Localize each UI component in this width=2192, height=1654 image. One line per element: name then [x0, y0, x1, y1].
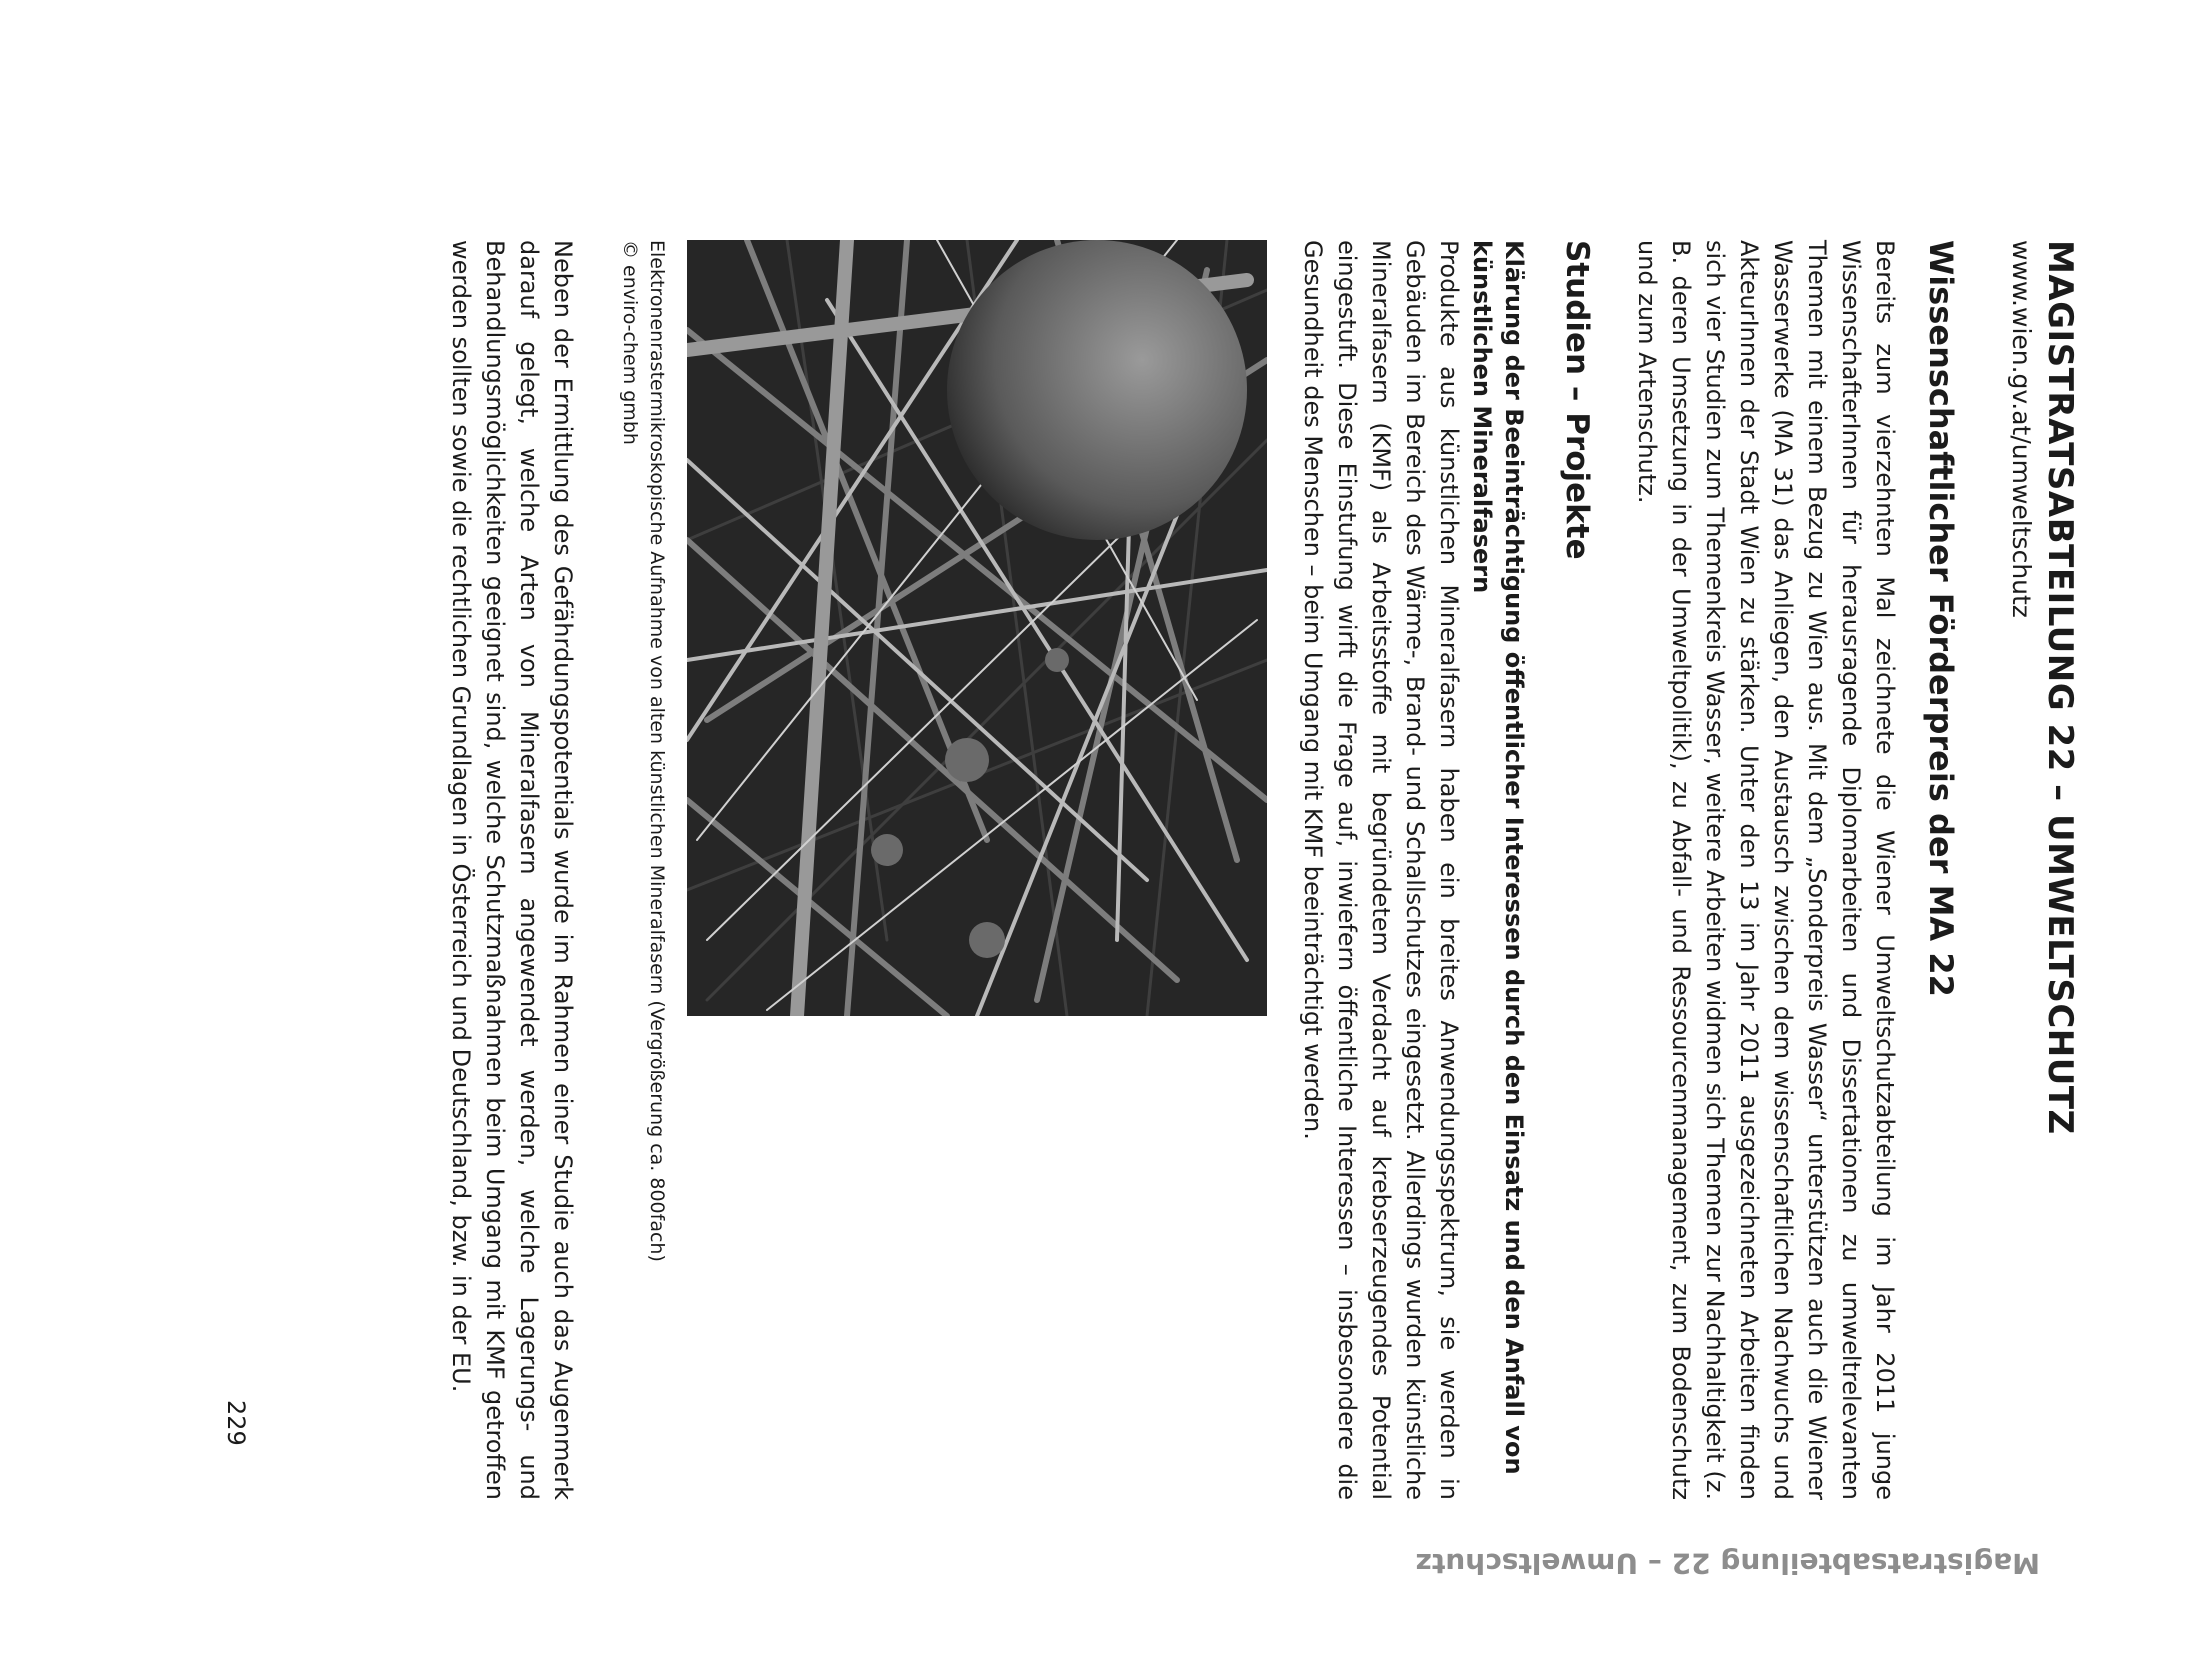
mineral-fiber-image [687, 240, 1267, 1016]
section-heading-foerderpreis: Wissenschaftlicher Förderpreis der MA 22 [1922, 240, 1960, 997]
section-heading-studien: Studien – Projekte [1559, 240, 1595, 560]
page-number: 229 [222, 1400, 250, 1446]
figure-caption-text: Elektronenrastermikroskopische Aufnahme von alten künstlichen Mineralfasern (Vergrößerung ca. 800fach) [646, 240, 668, 1262]
foerderpreis-paragraph: Bereits zum vierzehnten Mal zeichnete die Wiener Umweltschutzabteilung im Jahr 2011 junge WissenschafterInnen für herausragende Diplomarbeiten und Dissertationen zu umweltrelevanten Themen mit einem Bezug zu Wien aus. Mit dem „Sonderpreis Wasser“ unterstützen auch die Wiener Wasserwerke (MA 31) das Anliegen, den Austausch zwischen dem wissenschaftlichen Nachwuchs und AkteurInnen der Stadt Wien zu stärken. Unter den 13 im Jahr 2011 ausgezeichneten Arbeiten finden sich vier Studien zum Themenkreis Wasser, weitere Arbeiten widmen sich Themen zur Nachhaltigkeit (z. B. deren Umsetzung in der Umweltpolitik), zu Abfall- und Ressourcenmanagement, zum Bodenschutz und zum Artenschutz. [1633, 240, 1899, 1500]
study-paragraph: Produkte aus künstlichen Mineralfasern haben ein breites Anwendungsspektrum, sie werden in Gebäuden im Bereich des Wärme-, Brand- und Schallschutzes eingesetzt. Allerdings wurden künstliche Mineralfasern (KMF) als Arbeitsstoffe mit begründetem Verdacht auf krebserzeugendes Potential eingestuft. Diese Einstufung wirft die Frage auf, inwiefern öffentliche Interessen – insbesondere die Gesundheit des Menschen – beim Umgang mit KMF beeinträchtigt werden. [1299, 240, 1463, 1500]
figure-credit: © enviro-chem gmbh [619, 240, 641, 445]
study-followup-paragraph: Neben der Ermittlung des Gefährdungspotentials wurde im Rahmen einer Studie auch das Augenmerk darauf gelegt, welche Arten von Mineralfasern angewendet werden, welche Lagerungs- und Behandlungsmöglichkeiten geeignet sind, welche Schutzmaßnahmen beim Umgang mit KMF getroffen werden sollten sowie die rechtlichen Grundlagen in Österreich und Deutschland, bzw. in der EU. [447, 240, 577, 1500]
figure-caption [616, 240, 670, 1500]
website-url[interactable]: www.wien.gv.at/umweltschutz [2007, 240, 2036, 618]
page-title: MAGISTRATSABTEILUNG 22 – UMWELTSCHUTZ [2040, 240, 2080, 1135]
study-subheading: Klärung der Beeinträchtigung öffentlicher Interessen durch den Einsatz und den Anfall von künstlichen Mineralfasern [1468, 240, 1528, 1475]
running-title: Magistratsabteilung 22 – Umweltschutz [1415, 1547, 2040, 1580]
sem-fiber-photo [687, 240, 1267, 1016]
rotated-content-frame [160, 240, 2080, 1520]
